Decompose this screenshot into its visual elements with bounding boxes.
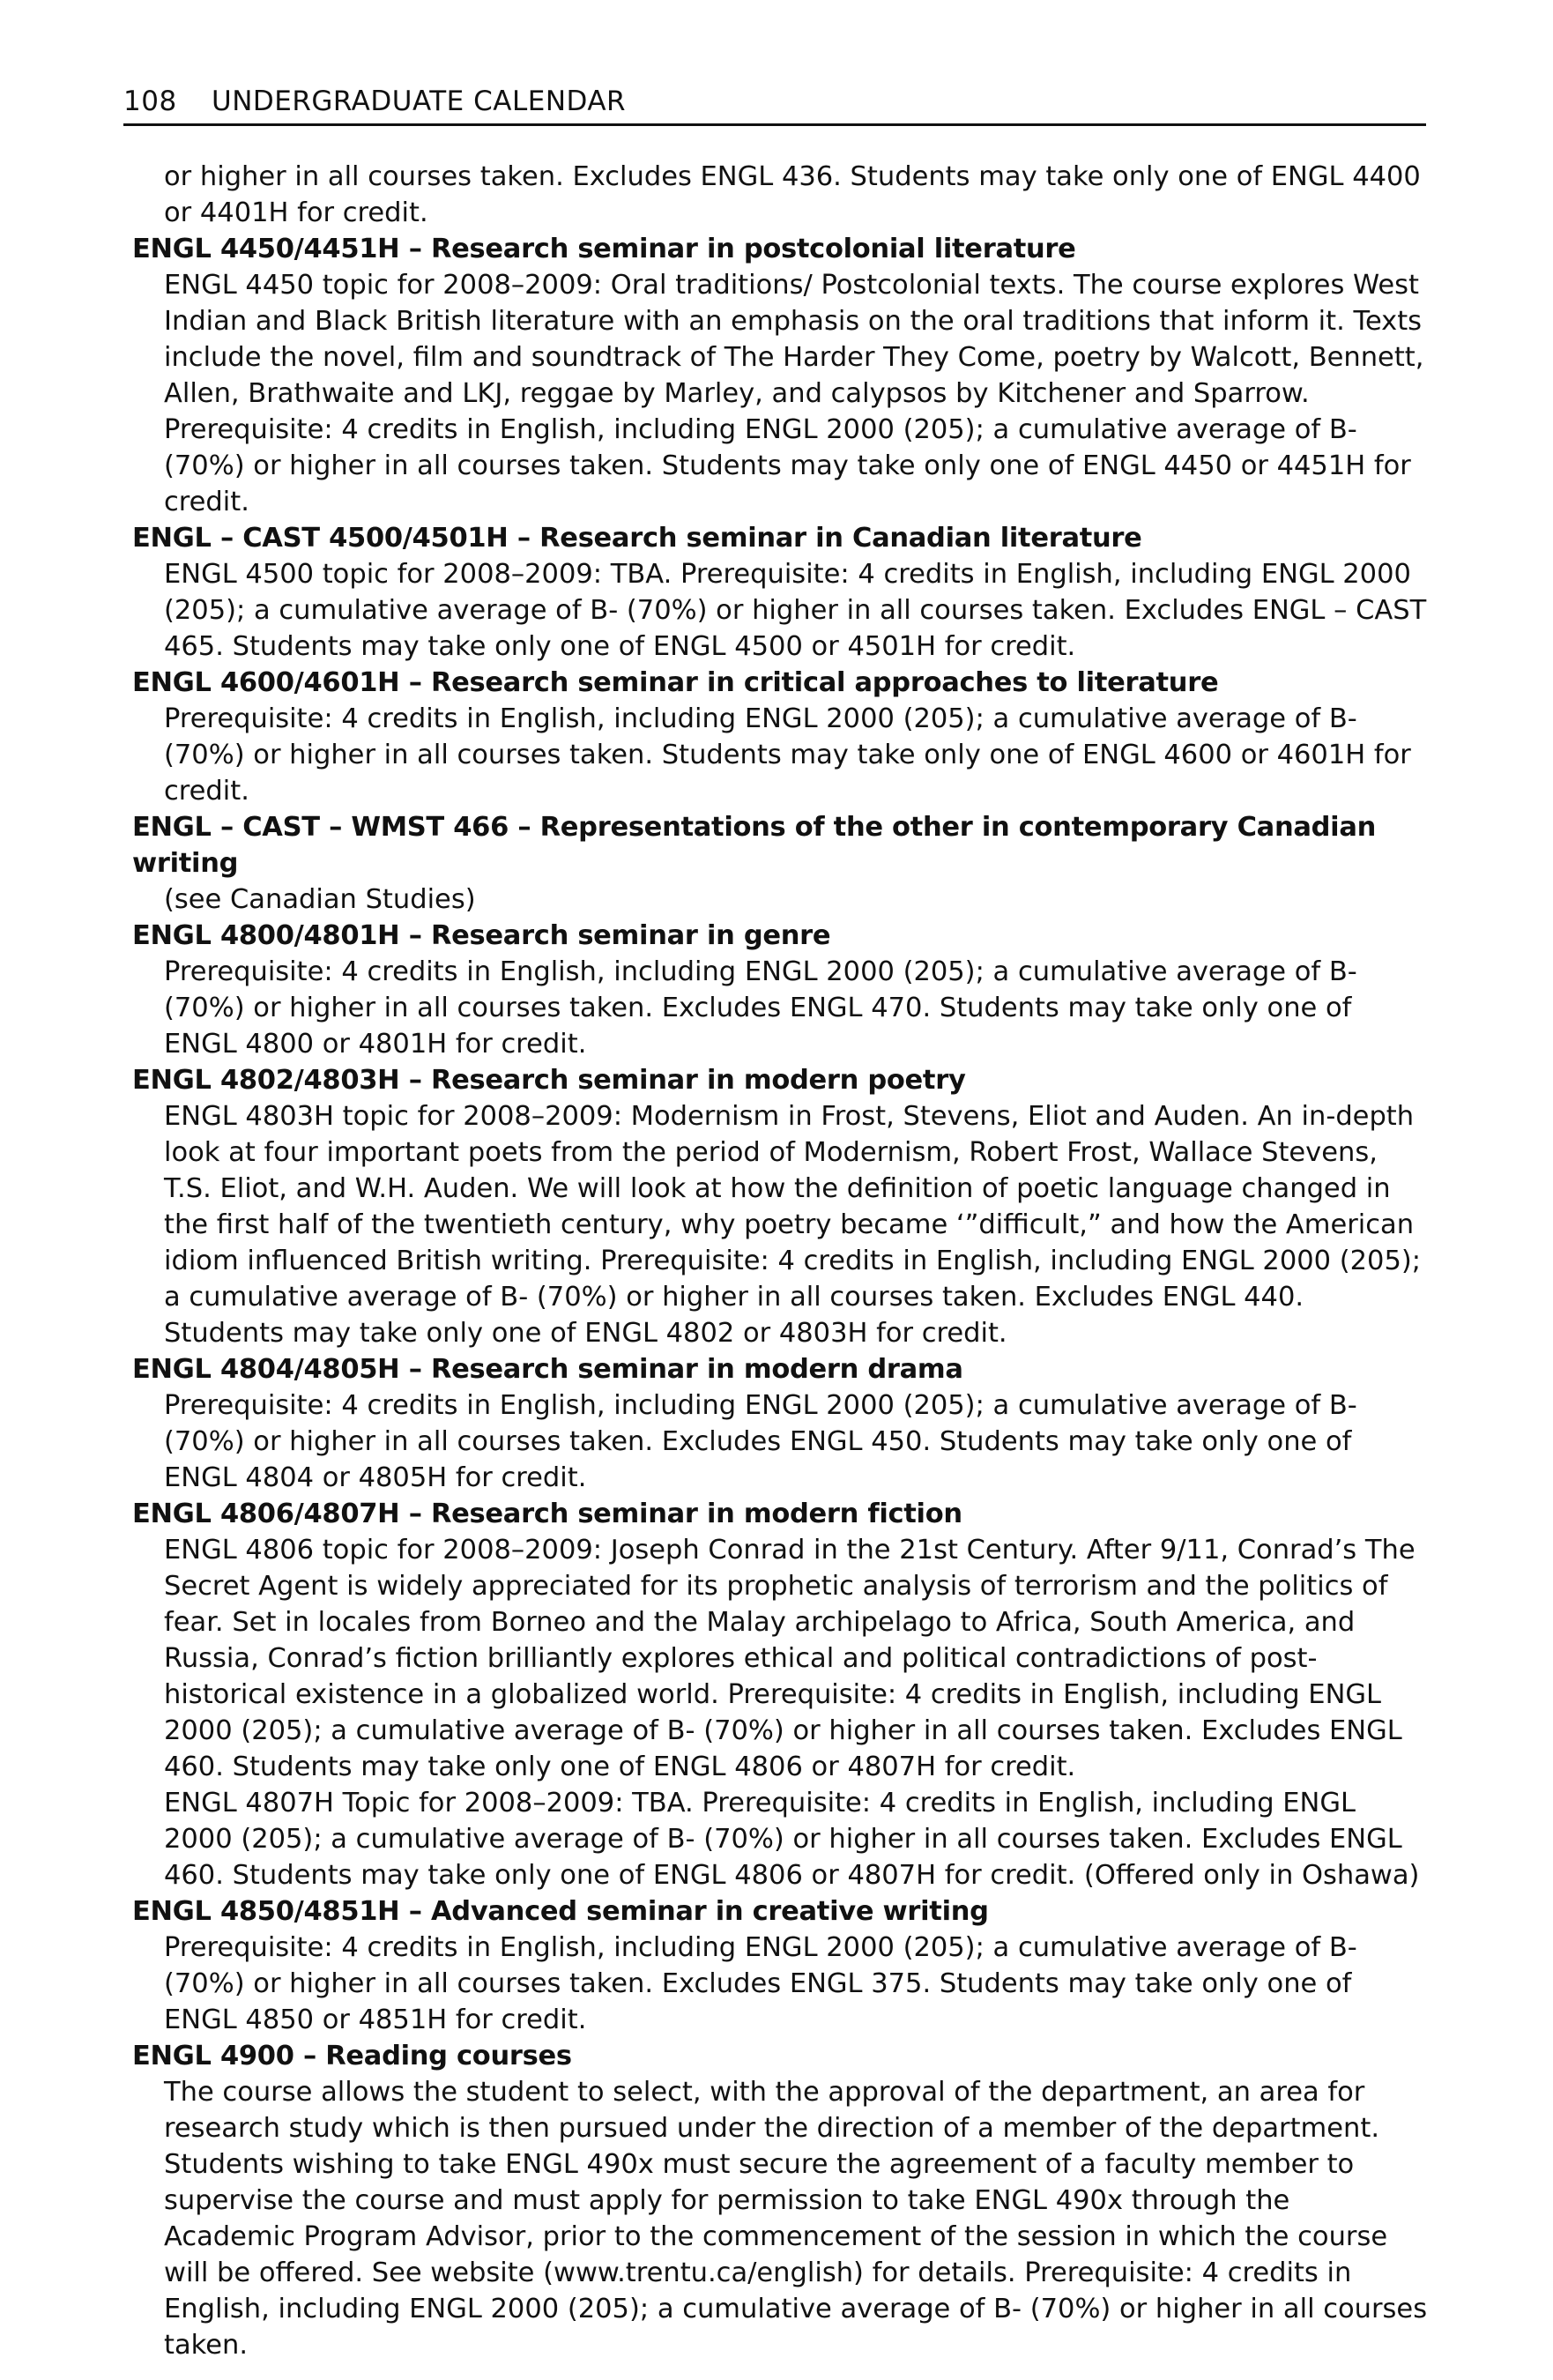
course-entry-466 (132, 809, 1428, 918)
course-description: (see Canadian Studies) (164, 884, 476, 915)
course-description: Prerequisite: 4 credits in English, including ENGL 2000 (205); a cumulative average of B- (70%) or higher in all courses taken. Students may take only one of ENGL 4600 or 4601H for credit. (164, 703, 1411, 807)
page-header (123, 79, 1426, 126)
course-entry-4600 (132, 665, 1428, 809)
course-title: ENGL 4800/4801H – Research seminar in genre (132, 920, 831, 951)
course-description: Prerequisite: 4 credits in English, including ENGL 2000 (205); a cumulative average of B- (70%) or higher in all courses taken. Excludes ENGL 470. Students may take only one of ENGL 4800 or 4801H for credit. (164, 956, 1357, 1060)
course-entry-4850 (132, 1893, 1428, 2038)
course-entry-4500 (132, 520, 1428, 665)
course-entry-4900 (132, 2038, 1428, 2363)
course-title: ENGL 4900 – Reading courses (132, 2041, 572, 2071)
page-number: 108 (123, 86, 177, 117)
course-description: ENGL 4807H Topic for 2008–2009: TBA. Prerequisite: 4 credits in English, including ENGL 2000 (205); a cumulative average of B- (70%) or higher in all courses taken. Excludes ENGL 460. Students may take only one of ENGL 4806 or 4807H for credit. (Offered only in Oshawa) (164, 1788, 1420, 1891)
course-entry-4802 (132, 1062, 1428, 1351)
course-entry-4800 (132, 918, 1428, 1062)
course-description: Prerequisite: 4 credits in English, including ENGL 2000 (205); a cumulative average of B- (70%) or higher in all courses taken. Excludes ENGL 450. Students may take only one of ENGL 4804 or 4805H for credit. (164, 1390, 1357, 1493)
course-title: ENGL 4600/4601H – Research seminar in critical approaches to literature (132, 667, 1219, 698)
course-entry-4450 (132, 231, 1428, 520)
course-description: ENGL 4803H topic for 2008–2009: Modernism in Frost, Stevens, Eliot and Auden. An in-depth look at four important poets from the period of Modernism, Robert Frost, Wallace Stevens, T.S. Eliot, and W.H. Auden. We will look at how the definition of poetic language changed in the first half of the twentieth century, why poetry became ‘”difficult,” and how the American idiom influenced British writing. Prerequisite: 4 credits in English, including ENGL 2000 (205); a cumulative average of B- (70%) or higher in all courses taken. Excludes ENGL 440. Students may take only one of ENGL 4802 or 4803H for credit. (164, 1101, 1422, 1349)
course-description: ENGL 4500 topic for 2008–2009: TBA. Prerequisite: 4 credits in English, including ENGL 2000 (205); a cumulative average of B- (70%) or higher in all courses taken. Excludes ENGL – CAST 465. Students may take only one of ENGL 4500 or 4501H for credit. (164, 559, 1427, 662)
course-description: The course allows the student to select, with the approval of the department, an area for research study which is then pursued under the direction of a member of the department. Students wishing to take ENGL 490x must secure the agreement of a faculty member to supervise the course and must apply for permission to take ENGL 490x through the Academic Program Advisor, prior to the commencement of the session in which the course will be offered. See website (www.trentu.ca/english) for details. Prerequisite: 4 credits in English, including ENGL 2000 (205); a cumulative average of B- (70%) or higher in all courses taken. (164, 2077, 1428, 2361)
running-head: UNDERGRADUATE CALENDAR (212, 86, 627, 117)
course-title: ENGL 4850/4851H – Advanced seminar in creative writing (132, 1896, 989, 1927)
course-description: Prerequisite: 4 credits in English, including ENGL 2000 (205); a cumulative average of B- (70%) or higher in all courses taken. Excludes ENGL 375. Students may take only one of ENGL 4850 or 4851H for credit. (164, 1932, 1357, 2035)
course-title: ENGL – CAST 4500/4501H – Research seminar in Canadian literature (132, 523, 1142, 554)
course-title: ENGL 4450/4451H – Research seminar in postcolonial literature (132, 234, 1076, 264)
course-description: ENGL 4450 topic for 2008–2009: Oral traditions/ Postcolonial texts. The course explores West Indian and Black British literature with an emphasis on the oral traditions that inform it. Texts include the novel, film and soundtrack of The Harder They Come, poetry by Walcott, Bennett, Allen, Brathwaite and LKJ, reggae by Marley, and calypsos by Kitchener and Sparrow. Prerequisite: 4 credits in English, including ENGL 2000 (205); a cumulative average of B- (70%) or higher in all courses taken. Students may take only one of ENGL 4450 or 4451H for credit. (164, 270, 1424, 517)
course-title: ENGL 4804/4805H – Research seminar in modern drama (132, 1354, 963, 1385)
course-title: ENGL 4806/4807H – Research seminar in modern fiction (132, 1499, 962, 1529)
course-entry-4804 (132, 1351, 1428, 1496)
course-listing (132, 159, 1428, 2363)
course-title: ENGL – CAST – WMST 466 – Representations of the other in contemporary Canadian writing (132, 812, 1377, 879)
course-description: ENGL 4806 topic for 2008–2009: Joseph Conrad in the 21st Century. After 9/11, Conrad’s The Secret Agent is widely appreciated for its prophetic analysis of terrorism and the politics of fear. Set in locales from Borneo and the Malay archipelago to Africa, South America, and Russia, Conrad’s fiction brilliantly explores ethical and political contradictions of post-historical existence in a globalized world. Prerequisite: 4 credits in English, including ENGL 2000 (205); a cumulative average of B- (70%) or higher in all courses taken. Excludes ENGL 460. Students may take only one of ENGL 4806 or 4807H for credit. (164, 1535, 1416, 1782)
continued-text: or higher in all courses taken. Excludes ENGL 436. Students may take only one of ENGL 4400 or 4401H for credit. (164, 161, 1421, 228)
course-entry-4806 (132, 1496, 1428, 1893)
course-title: ENGL 4802/4803H – Research seminar in modern poetry (132, 1065, 966, 1096)
